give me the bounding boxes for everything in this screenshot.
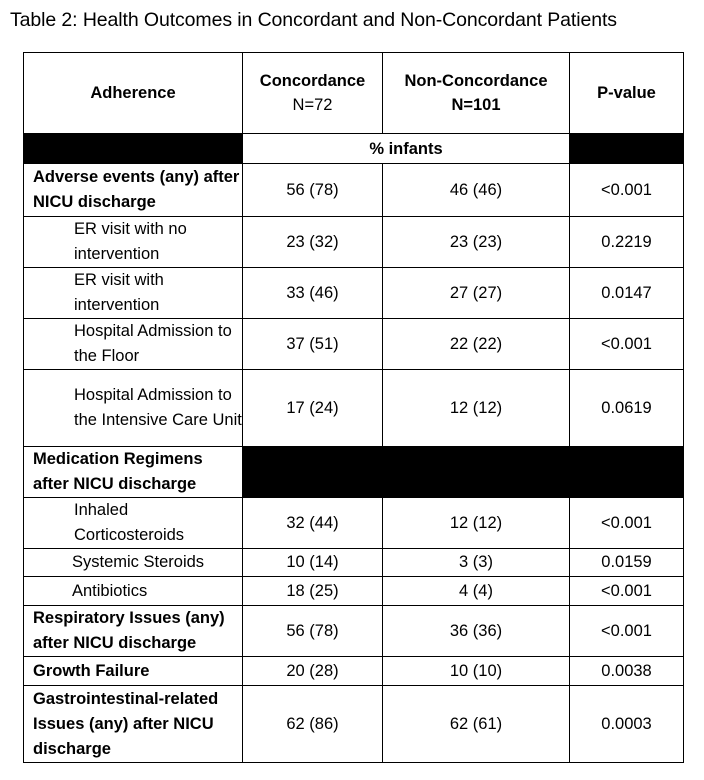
cell-concordance: 62 (86) [243,686,383,763]
cell-concordance: 32 (44) [243,498,383,549]
table-row [24,549,684,577]
cell-non-concordance: 12 (12) [383,498,570,549]
unit-row [24,134,684,164]
cell-pvalue: 0.0159 [570,549,684,577]
row-label: Hospital Admission to the Floor [24,319,243,370]
header-non-concordance [383,53,570,134]
cell-concordance: 56 (78) [243,164,383,217]
cell-pvalue: 0.0038 [570,657,684,686]
black-cell [243,447,383,498]
cell-non-concordance: 4 (4) [383,577,570,606]
header-concordance-label: Concordance [259,72,366,90]
cell-concordance: 56 (78) [243,606,383,657]
row-label: ER visit with intervention [24,268,243,319]
table-row [24,606,684,657]
cell-pvalue: <0.001 [570,606,684,657]
row-label: Antibiotics [24,577,243,606]
cell-pvalue: 0.0147 [570,268,684,319]
table-row [24,577,684,606]
cell-non-concordance: 62 (61) [383,686,570,763]
section-row [24,447,684,498]
row-label: ER visit with no intervention [24,217,243,268]
section-label: Medication Regimens after NICU discharge [24,447,243,498]
cell-non-concordance: 46 (46) [383,164,570,217]
cell-concordance: 33 (46) [243,268,383,319]
header-row [24,53,684,134]
cell-non-concordance: 27 (27) [383,268,570,319]
row-label: Adverse events (any) after NICU discharge [24,164,243,217]
cell-concordance: 37 (51) [243,319,383,370]
cell-non-concordance: 22 (22) [383,319,570,370]
row-label: Growth Failure [24,657,243,686]
cell-pvalue: 0.2219 [570,217,684,268]
header-adherence: Adherence [24,53,243,134]
header-concordance-n: N=72 [292,96,333,114]
table-caption: Table 2: Health Outcomes in Concordant and Non-Concordant Patients [10,9,617,31]
row-label: Systemic Steroids [24,549,243,577]
table-row [24,498,684,549]
cell-concordance: 23 (32) [243,217,383,268]
row-label: Inhaled Corticosteroids [24,498,243,549]
cell-non-concordance: 12 (12) [383,370,570,447]
cell-non-concordance: 23 (23) [383,217,570,268]
black-cell [570,134,684,164]
table-row [24,164,684,217]
cell-non-concordance: 3 (3) [383,549,570,577]
cell-concordance: 17 (24) [243,370,383,447]
cell-pvalue: 0.0619 [570,370,684,447]
table-row [24,268,684,319]
cell-concordance: 18 (25) [243,577,383,606]
cell-concordance: 20 (28) [243,657,383,686]
table-row [24,319,684,370]
row-label: Hospital Admission to the Intensive Care Unit [24,370,243,447]
table-row [24,686,684,763]
cell-pvalue: <0.001 [570,164,684,217]
cell-pvalue: <0.001 [570,498,684,549]
table-row [24,370,684,447]
header-concordance [243,53,383,134]
cell-non-concordance: 10 (10) [383,657,570,686]
cell-concordance: 10 (14) [243,549,383,577]
header-non-concordance-label: Non-Concordance [404,72,548,90]
cell-pvalue: <0.001 [570,577,684,606]
table-row [24,657,684,686]
cell-pvalue: <0.001 [570,319,684,370]
black-cell [570,447,684,498]
unit-cell: % infants [243,134,570,164]
outcomes-table [23,52,684,763]
table-row [24,217,684,268]
cell-non-concordance: 36 (36) [383,606,570,657]
header-non-concordance-n: N=101 [451,96,501,114]
cell-pvalue: 0.0003 [570,686,684,763]
row-label: Respiratory Issues (any) after NICU discharge [24,606,243,657]
black-cell [383,447,570,498]
row-label: Gastrointestinal-related Issues (any) after NICU discharge [24,686,243,763]
black-cell [24,134,243,164]
header-pvalue: P-value [570,53,684,134]
